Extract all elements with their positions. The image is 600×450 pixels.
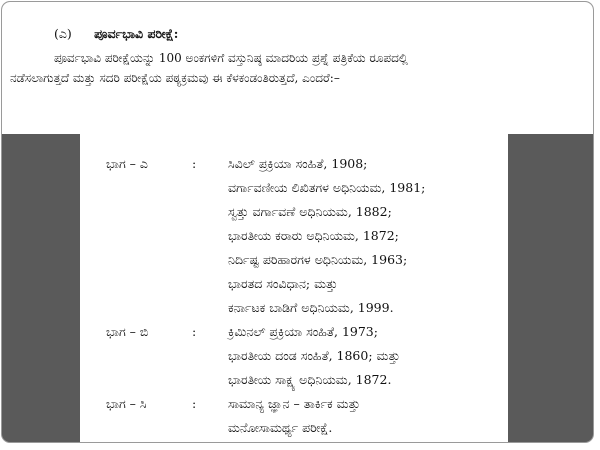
- section-c-label: ಭಾಗ – ಸಿ: [106, 396, 147, 411]
- section-a-item: ನಿರ್ದಿಷ್ಟ ಪರಿಹಾರಗಳ ಅಧಿನಿಯಮ, 1963;: [228, 252, 408, 267]
- section-b-item: ಭಾರತೀಯ ದಂಡ ಸಂಹಿತೆ, 1860; ಮತ್ತು: [228, 348, 401, 363]
- section-b-item: ಭಾರತೀಯ ಸಾಕ್ಷ್ಯ ಅಧಿನಿಯಮ, 1872.: [228, 372, 392, 387]
- section-a-colon: :: [192, 156, 197, 171]
- section-heading: [54, 26, 178, 42]
- section-a-label: ಭಾಗ – ಎ: [106, 156, 148, 171]
- section-a-item: ಸ್ವತ್ತು ವರ್ಗಾವಣೆ ಅಧಿನಿಯಮ, 1882;: [228, 204, 392, 219]
- section-b-item: ಕ್ರಿಮಿನಲ್ ಪ್ರಕ್ರಿಯಾ ಸಂಹಿತೆ, 1973;: [228, 324, 378, 339]
- paragraph-line-2: ನಡೆಸಲಾಗುತ್ತದೆ ಮತ್ತು ಸದರಿ ಪರೀಕ್ಷೆಯ ಪಠ್ಯಕ್ರಮವು ಈ ಕೆಳಕಂಡಂತಿರುತ್ತದೆ, ಎಂದರೆ:–: [10, 71, 340, 85]
- section-a-item: ಕರ್ನಾಟಕ ಬಾಡಿಗೆ ಅಧಿನಿಯಮ, 1999.: [228, 300, 394, 315]
- section-c-item: ಮನೋಸಾಮರ್ಥ್ಯ ಪರೀಕ್ಷೆ.: [228, 420, 333, 435]
- heading-number: (ಎ): [54, 26, 72, 41]
- section-a-item: ಭಾರತದ ಸಂವಿಧಾನ; ಮತ್ತು: [228, 276, 338, 291]
- heading-title: ಪೂರ್ವಭಾವಿ ಪರೀಕ್ಷೆ:: [94, 26, 179, 41]
- intro-paragraph: [10, 48, 584, 88]
- document-frame: [2, 2, 593, 442]
- top-page: [2, 2, 593, 134]
- paragraph-line-1: ಪೂರ್ವಭಾವಿ ಪರೀಕ್ಷೆಯನ್ನು 100 ಅಂಕಗಳಿಗೆ ವಸ್ತುನಿಷ್ಠ ಮಾದರಿಯ ಪ್ರಶ್ನೆ ಪತ್ರಿಕೆಯ ರೂಪದಲ್ಲಿ: [54, 51, 408, 65]
- section-b-label: ಭಾಗ – ಬಿ: [106, 324, 149, 339]
- section-c-colon: :: [192, 396, 197, 411]
- section-c-item: ಸಾಮಾನ್ಯ ಜ್ಞಾನ – ತಾರ್ಕಿಕ ಮತ್ತು: [228, 396, 361, 411]
- syllabus-card: [80, 134, 508, 442]
- section-a-item: ವರ್ಗಾವಣೀಯ ಲಿಖಿತಗಳ ಅಧಿನಿಯಮ, 1981;: [228, 180, 426, 195]
- section-a-item: ಭಾರತೀಯ ಕರಾರು ಅಧಿನಿಯಮ, 1872;: [228, 228, 399, 243]
- section-a-item: ಸಿವಿಲ್ ಪ್ರಕ್ರಿಯಾ ಸಂಹಿತೆ, 1908;: [228, 156, 368, 171]
- section-b-colon: :: [192, 324, 197, 339]
